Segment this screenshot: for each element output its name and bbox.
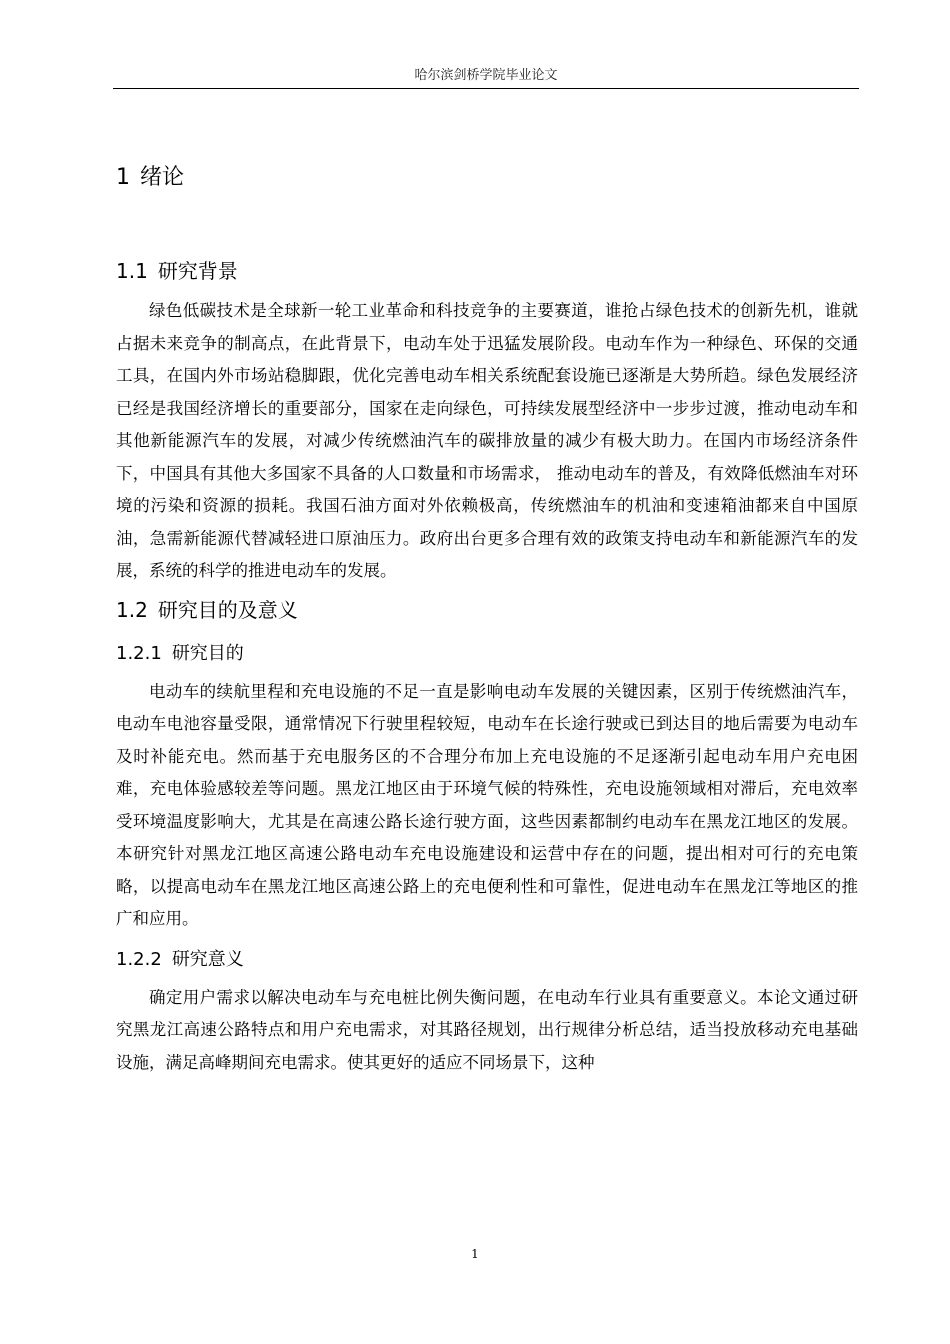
paragraph-background: 绿色低碳技术是全球新一轮工业革命和科技竞争的主要赛道，谁抢占绿色技术的创新先机，谁就占据未来竞争的制高点，在此背景下，电动车处于迅猛发展阶段。电动车作为一种绿色、环保的交通工具，在国内外市场站稳脚跟，优化完善电动车相关系统配套设施已逐渐是大势所趋。绿色发展经济已经是我国经济增长的重要部分，国家在走向绿色，可持续发展型经济中一步步过渡，推动电动车和其他新能源汽车的发展，对减少传统燃油汽车的碳排放量的减少有极大助力。在国内市场经济条件下，中国具有其他大多国家不具备的人口数量和市场需求， 推动电动车的普及，有效降低燃油车对环境的污染和资源的损耗。我国石油方面对外依赖极高，传统燃油车的机油和变速箱油都来自中国原油，急需新能源代替减轻进口原油压力。政府出台更多合理有效的政策支持电动车和新能源汽车的发展，系统的科学的推进电动车的发展。 [116, 301, 858, 580]
page-header: 哈尔滨剑桥学院毕业论文 [414, 68, 558, 83]
section-heading-1-1 [116, 251, 858, 291]
page-body [116, 158, 858, 1079]
section-title: 研究目的及意义 [157, 597, 298, 622]
chapter-heading [116, 158, 858, 198]
section-number: 1.2 [116, 597, 148, 622]
paragraph-purpose: 电动车的续航里程和充电设施的不足一直是影响电动车发展的关键因素，区别于传统燃油汽车，电动车电池容量受限，通常情况下行驶里程较短，电动车在长途行驶或已到达目的地后需要为电动车及时补能充电。然而基于充电服务区的不合理分布加上充电设施的不足逐渐引起电动车用户充电困难，充电体验感较差等问题。黑龙江地区由于环境气候的特殊性，充电设施领域相对滞后，充电效率受环境温度影响大，尤其是在高速公路长途行驶方面，这些因素都制约电动车在黑龙江地区的发展。本研究针对黑龙江地区高速公路电动车充电设施建设和运营中存在的问题，提出相对可行的充电策略，以提高电动车在黑龙江地区高速公路上的充电便利性和可靠性，促进电动车在黑龙江等地区的推广和应用。 [116, 681, 858, 928]
subsection-title: 研究目的 [171, 642, 244, 664]
section-number: 1.1 [116, 259, 148, 283]
paragraph-significance: 确定用户需求以解决电动车与充电桩比例失衡问题，在电动车行业具有重要意义。本论文通过研究黑龙江高速公路特点和用户充电需求，对其路径规划，出行规律分析总结，适当投放移动充电基础设施，满足高峰期间充电需求。使其更好的适应不同场景下，这种 [116, 987, 858, 1072]
page-number: 1 [471, 1247, 479, 1261]
header-divider [113, 88, 859, 89]
subsection-number: 1.2.1 [116, 642, 162, 664]
chapter-title: 绪论 [140, 165, 185, 190]
chapter-number: 1 [116, 165, 130, 190]
subsection-heading-1-2-1 [116, 636, 858, 672]
section-title: 研究背景 [157, 259, 238, 283]
section-heading-1-2 [116, 590, 858, 630]
subsection-title: 研究意义 [171, 948, 244, 970]
subsection-heading-1-2-2 [116, 942, 858, 978]
subsection-number: 1.2.2 [116, 948, 162, 970]
